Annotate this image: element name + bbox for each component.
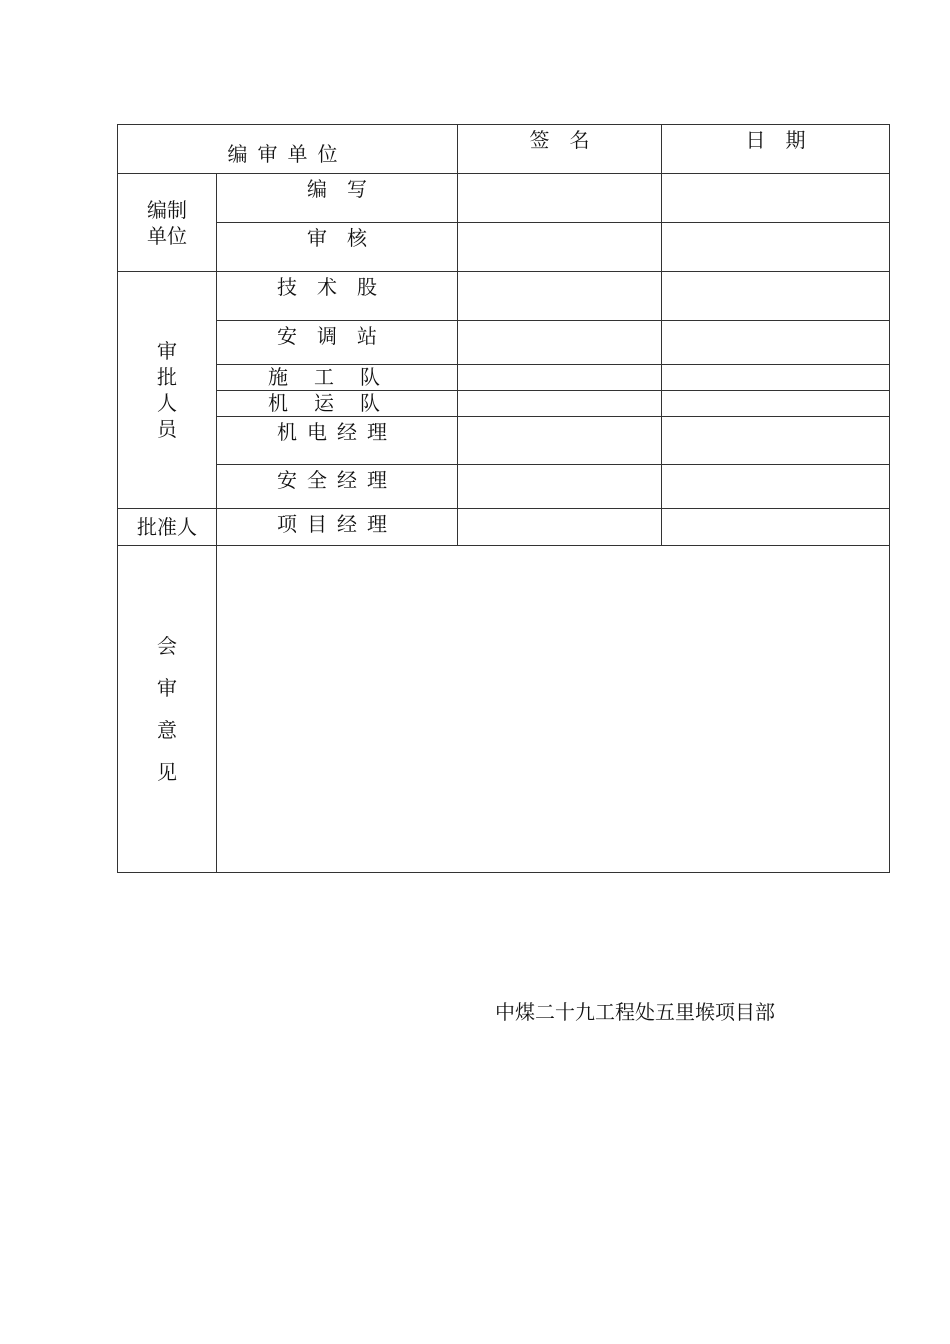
approve-row: [118, 391, 890, 417]
signature-field[interactable]: [458, 174, 662, 223]
review-signature-table: [117, 124, 890, 873]
role-cell: [217, 321, 458, 365]
role-label: 技术股: [277, 275, 397, 299]
signature-field[interactable]: [458, 223, 662, 272]
date-field[interactable]: [662, 465, 890, 509]
header-signature-cell: [458, 125, 662, 174]
date-field[interactable]: [662, 417, 890, 465]
header-unit: 编审单位: [227, 141, 348, 166]
approve-row: [118, 417, 890, 465]
opinion-row: [118, 546, 890, 873]
role-label: 审 核: [307, 226, 367, 250]
header-signature: 签 名: [529, 128, 590, 152]
approve-group-label: 审批人员: [157, 339, 177, 441]
approve-row: [118, 365, 890, 391]
compile-row: [118, 174, 890, 223]
role-label: 编 写: [307, 177, 367, 201]
role-label: 机电经理: [277, 420, 397, 444]
opinion-field[interactable]: [217, 546, 890, 873]
role-cell: [217, 223, 458, 272]
organization-name: 中煤二十九工程处五里堠项目部: [495, 1000, 775, 1024]
role-label: 施工队: [268, 365, 406, 389]
role-cell: [217, 465, 458, 509]
signature-field[interactable]: [458, 321, 662, 365]
role-cell: [217, 509, 458, 546]
role-cell: [217, 174, 458, 223]
date-field[interactable]: [662, 365, 890, 391]
opinion-label-cell: [118, 546, 217, 873]
approver-label: 批准人: [137, 514, 197, 539]
role-cell: [217, 272, 458, 321]
signature-field[interactable]: [458, 417, 662, 465]
compile-row: [118, 223, 890, 272]
date-field[interactable]: [662, 272, 890, 321]
date-field[interactable]: [662, 321, 890, 365]
role-cell: [217, 365, 458, 391]
date-field[interactable]: [662, 174, 890, 223]
approve-row: [118, 321, 890, 365]
header-date: 日 期: [745, 128, 806, 152]
signature-field[interactable]: [458, 365, 662, 391]
date-field[interactable]: [662, 223, 890, 272]
header-unit-cell: [118, 125, 458, 174]
date-field[interactable]: [662, 391, 890, 417]
signature-field[interactable]: [458, 272, 662, 321]
role-label: 项目经理: [277, 512, 397, 536]
approve-group-cell: [118, 272, 217, 509]
approve-row: [118, 272, 890, 321]
role-label: 安全经理: [277, 468, 397, 492]
approver-cell: [118, 509, 217, 546]
approver-row: [118, 509, 890, 546]
signature-field[interactable]: [458, 391, 662, 417]
role-label: 安调站: [277, 324, 397, 348]
compile-group-cell: [118, 174, 217, 272]
opinion-label: 会审意见: [157, 634, 177, 784]
role-cell: [217, 417, 458, 465]
role-label: 机运队: [268, 391, 406, 415]
role-cell: [217, 391, 458, 417]
approve-row: [118, 465, 890, 509]
signature-field[interactable]: [458, 509, 662, 546]
date-field[interactable]: [662, 509, 890, 546]
header-date-cell: [662, 125, 890, 174]
header-row: [118, 125, 890, 174]
compile-group-label: 编制单位: [147, 197, 187, 248]
signature-field[interactable]: [458, 465, 662, 509]
